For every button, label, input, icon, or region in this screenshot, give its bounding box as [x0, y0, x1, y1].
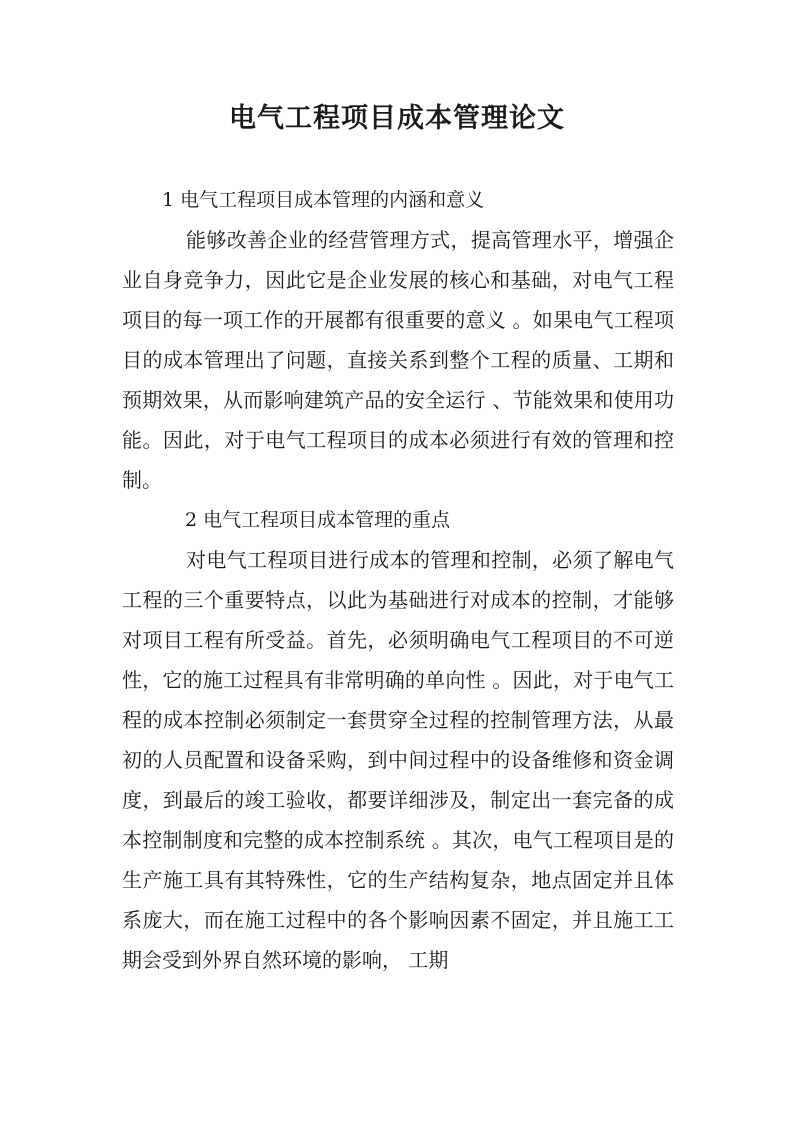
section-paragraph-1: 能够改善企业的经营管理方式，提高管理水平，增强企业自身竞争力，因此它是企业发展的核心和基础，对电气工程项目的每一项工作的开展都有很重要的意义 。如果电气工程项目的成本管理出了问题，直接关系到整个工程的质量、工期和预期效果，从而影响建筑产品的安全运行 、节能效果和使用功能。因此，对于电气工程项目的成本必须进行有效的管理和控制。: [122, 228, 674, 492]
document-body: [122, 180, 674, 980]
document-title: 电气工程项目成本管理论文: [229, 103, 565, 134]
section-paragraph-2: 对电气工程项目进行成本的管理和控制，必须了解电气工程的三个重要特点，以此为基础进行对成本的控制，才能够对项目工程有所受益。首先，必须明确电气工程项目的不可逆性，它的施工过程具有非常明确的单向性 。因此，对于电气工程的成本控制必须制定一套贯穿全过程的控制管理方法，从最初的人员配置和设备采购，到中间过程中的设备维修和资金调度，到最后的竣工验收，都要详细涉及，制定出一套完备的成本控制制度和完整的成本控制系统 。其次，电气工程项目是的生产施工具有其特殊性，它的生产结构复杂，地点固定并且体系庞大，而在施工过程中的各个影响因素不固定，并且施工工期会受到外界自然环境的影响， 工期: [122, 548, 674, 972]
section-heading-1: 1 电气工程项目成本管理的内涵和意义: [162, 189, 485, 211]
section-heading-2: 2 电气工程项目成本管理的重点: [185, 509, 451, 531]
